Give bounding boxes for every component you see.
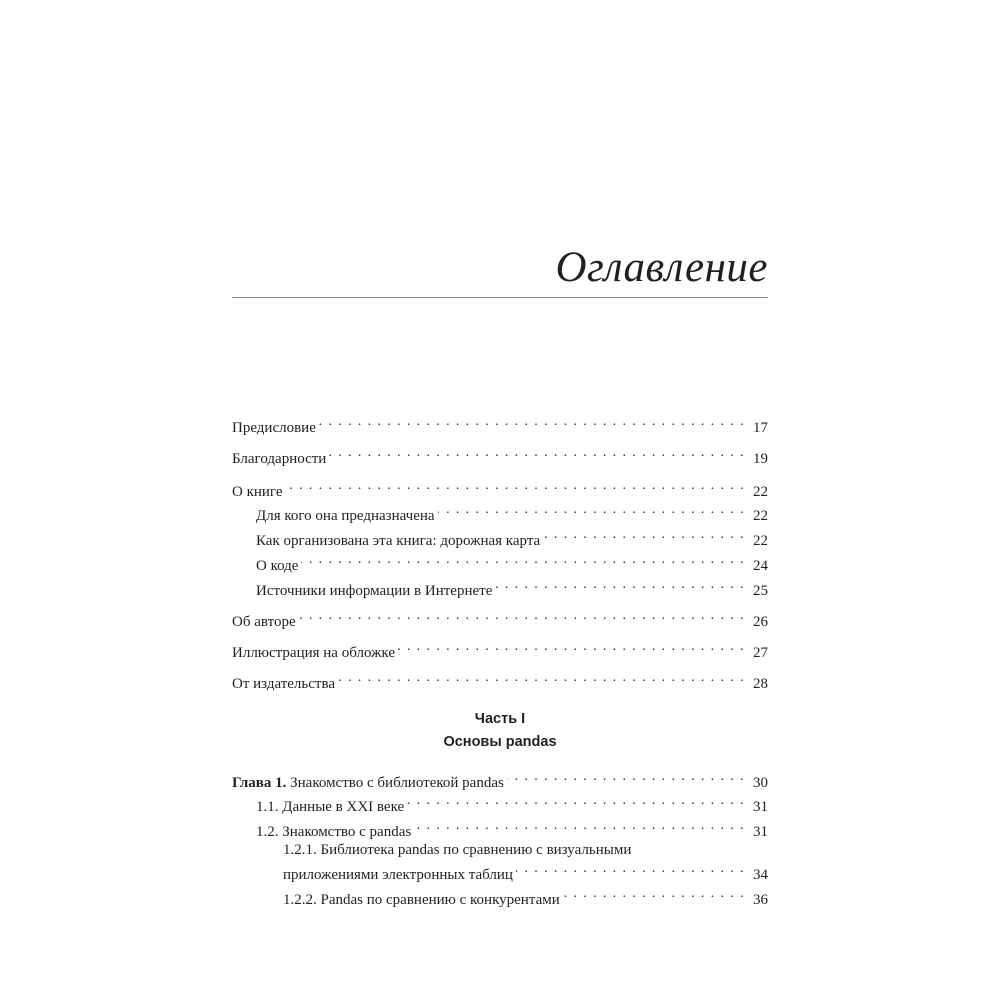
toc-entry-title: 1.2. Знакомство с pandas — [256, 824, 412, 840]
dot-leader — [507, 767, 745, 787]
toc-entry-title: Источники информации в Интернете — [256, 583, 493, 599]
toc-page-number: 36 — [753, 892, 768, 908]
chapter-title: Знакомство с библиотекой pandas — [290, 775, 504, 791]
dot-leader — [319, 412, 745, 432]
dot-leader — [414, 816, 745, 836]
toc-page-number: 25 — [753, 583, 768, 599]
page-title: Оглавление — [555, 244, 768, 291]
dot-leader — [398, 637, 745, 657]
toc-page-number: 26 — [753, 614, 768, 630]
toc-entry-title: Об авторе — [232, 614, 296, 630]
part-title: Основы pandas — [443, 734, 557, 750]
toc-page-number: 28 — [753, 676, 768, 692]
dot-leader — [438, 500, 745, 520]
toc-entry-title: О книге — [232, 484, 283, 500]
toc-entry-about-code[interactable] — [256, 550, 768, 574]
toc-entry-about-author[interactable] — [232, 606, 768, 630]
toc-entry-chapter-1[interactable] — [232, 767, 768, 791]
dot-leader — [299, 606, 745, 626]
toc-entry-section-1-2[interactable] — [256, 816, 768, 840]
dot-leader — [543, 525, 745, 545]
toc-entry-acknowledgements[interactable] — [232, 443, 768, 467]
toc-entry-title: О коде — [256, 558, 299, 574]
toc-entry-title: От издательства — [232, 676, 336, 692]
toc-entry-section-1-2-2[interactable] — [283, 884, 768, 908]
toc-entry-title: 1.2.2. Pandas по сравнению с конкурентами — [283, 892, 560, 908]
toc-entry-title: 1.1. Данные в XXI веке — [256, 799, 405, 815]
part-label: Часть I — [474, 711, 526, 727]
toc-entry-title: Благодарности — [232, 451, 327, 467]
toc-entry-cover-illustration[interactable] — [232, 637, 768, 661]
dot-leader — [563, 884, 745, 904]
toc-page-number: 30 — [753, 775, 768, 791]
toc-page-number: 31 — [753, 824, 768, 840]
toc-entry-title: Предисловие — [232, 420, 316, 436]
toc-entry-title — [232, 773, 507, 793]
toc-entry-title: Как организована эта книга: дорожная карта — [256, 533, 541, 549]
toc-entry-publisher[interactable] — [232, 668, 768, 692]
toc-entry-about-book[interactable] — [232, 476, 768, 500]
toc-page-number: 17 — [753, 420, 768, 436]
dot-leader — [338, 668, 745, 688]
toc-entry-audience[interactable] — [256, 500, 768, 524]
dot-leader — [407, 791, 745, 811]
dot-leader — [516, 859, 745, 879]
toc-page-number: 22 — [753, 508, 768, 524]
toc-page-number: 19 — [753, 451, 768, 467]
toc-page-number: 22 — [753, 533, 768, 549]
toc-entry-roadmap[interactable] — [256, 525, 768, 549]
chapter-prefix: Глава 1. — [232, 775, 287, 791]
toc-page-number: 34 — [753, 867, 768, 883]
toc-page-number: 31 — [753, 799, 768, 815]
dot-leader — [329, 443, 745, 463]
toc-entry-preface[interactable] — [232, 412, 768, 436]
toc-page-number: 27 — [753, 645, 768, 661]
dot-leader — [301, 550, 745, 570]
toc-entry-section-1-2-1-line1[interactable]: 1.2.1. Библиотека pandas по сравнению с визуальными — [283, 842, 632, 858]
toc-entry-title: Для кого она предназначена — [256, 508, 435, 524]
toc-entry-title: Иллюстрация на обложке — [232, 645, 396, 661]
dot-leader — [495, 575, 745, 595]
toc-entry-section-1-1[interactable] — [256, 791, 768, 815]
toc-page-number: 22 — [753, 484, 768, 500]
dot-leader — [286, 476, 745, 496]
toc-entry-section-1-2-1[interactable] — [283, 859, 768, 883]
toc-entry-online-resources[interactable] — [256, 575, 768, 599]
toc-entry-title: приложениями электронных таблиц — [283, 867, 513, 883]
toc-page-number: 24 — [753, 558, 768, 574]
